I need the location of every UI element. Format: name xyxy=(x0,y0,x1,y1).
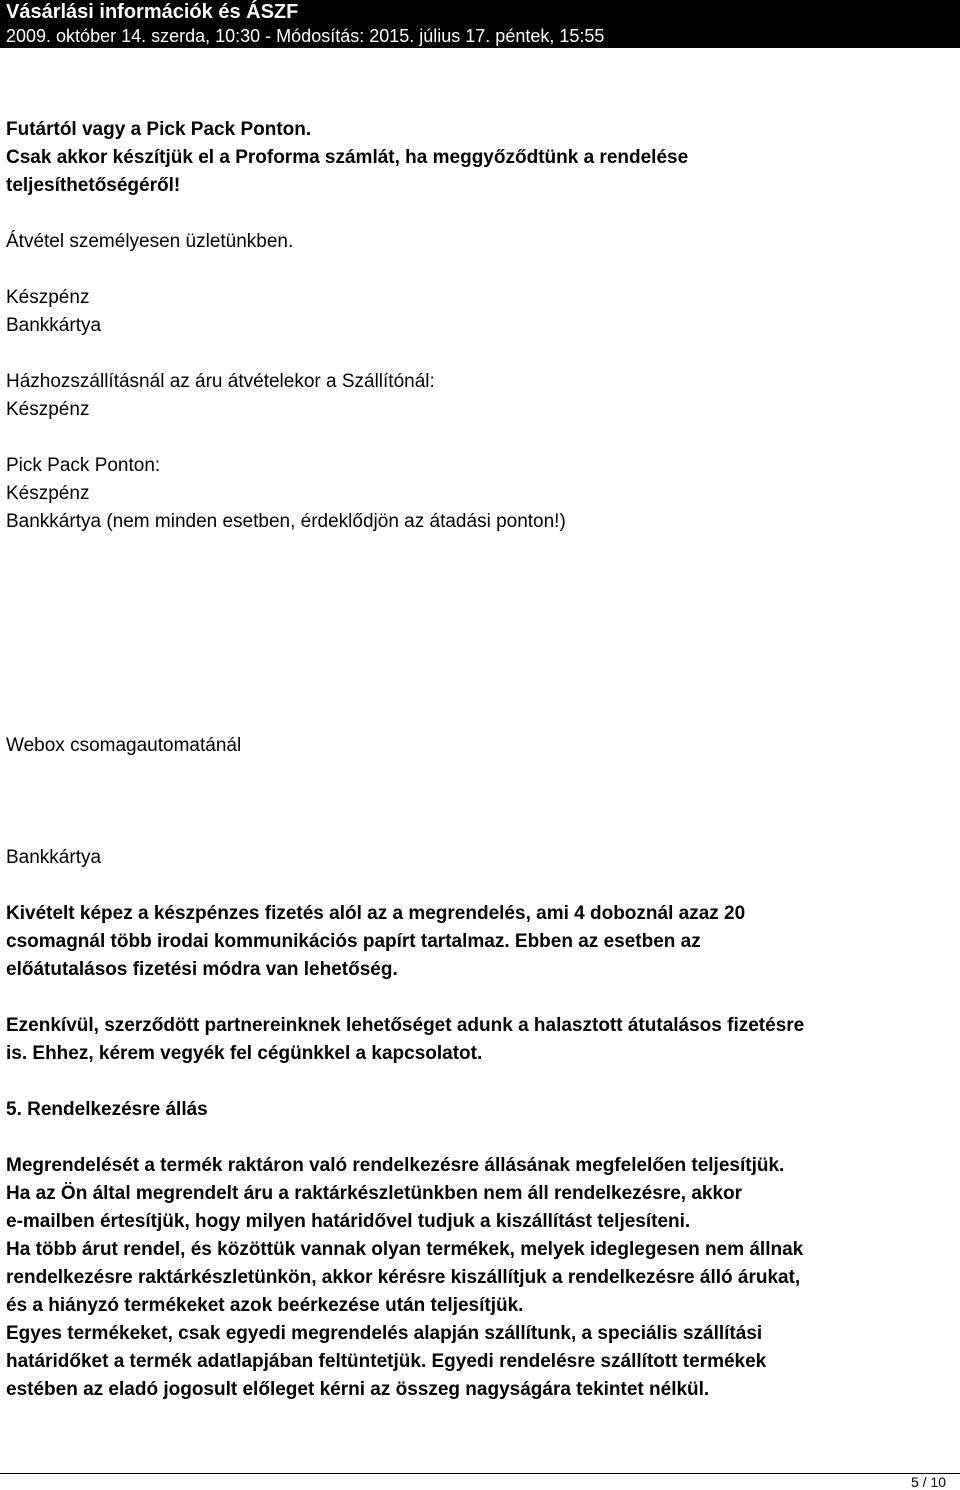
partner-text-line: is. Ehhez, kérem vegyék fel cégünkkel a kapcsolatot. xyxy=(6,1043,483,1064)
home-delivery-title: Házhozszállításnál az áru átvételekor a Szállítónál: xyxy=(6,371,435,392)
availability-text-line: és a hiányzó termékeket azok beérkezése után teljesítjük. xyxy=(6,1295,524,1316)
availability-text-line: Ha több árut rendel, és közöttük vannak olyan termékek, melyek ideglegesen nem állnak xyxy=(6,1239,804,1260)
document-title: Vásárlási információk és ÁSZF xyxy=(6,1,299,23)
exception-text-line: Kivételt képez a készpénzes fizetés alól az a megrendelés, ami 4 doboznál azaz 20 xyxy=(6,903,746,924)
availability-text-line: Megrendelését a termék raktáron való rendelkezésre állásának megfelelően teljesítjük. xyxy=(6,1155,785,1176)
availability-text-line: e-mailben értesítjük, hogy milyen határidővel tudjuk a kiszállítást teljesíteni. xyxy=(6,1211,691,1232)
availability-text-line: rendelkezésre raktárkészletünkön, akkor kérésre kiszállítjuk a rendelkezésre álló árukat, xyxy=(6,1267,801,1288)
exception-text-line: csomagnál több irodai kommunikációs papírt tartalmaz. Ebben az esetben az xyxy=(6,931,701,952)
section-heading: 5. Rendelkezésre állás xyxy=(6,1099,208,1120)
partner-text-line: Ezenkívül, szerződött partnereinknek lehetőséget adunk a halasztott átutalásos fizetésre xyxy=(6,1015,805,1036)
document-date-line: 2009. október 14. szerda, 10:30 - Módosítás: 2015. július 17. péntek, 15:55 xyxy=(6,26,605,46)
instore-title: Átvétel személyesen üzletünkben. xyxy=(6,231,294,252)
pickup-text-line: Csak akkor készítjük el a Proforma számlát, ha meggyőződtünk a rendelése xyxy=(6,147,689,168)
availability-text-line: határidőket a termék adatlapjában feltüntetjük. Egyedi rendelésre szállított termékek xyxy=(6,1351,767,1372)
availability-text-line: estében az eladó jogosult előleget kérni az összeg nagyságára tekintet nélkül. xyxy=(6,1379,710,1400)
pick-pack-title: Pick Pack Ponton: xyxy=(6,455,161,476)
page-number: 5 / 10 xyxy=(910,1474,946,1490)
pickup-text-line: teljesíthetőségéről! xyxy=(6,175,181,196)
webox-title: Webox csomagautomatánál xyxy=(6,735,242,756)
availability-text-line: Egyes termékeket, csak egyedi megrendelés alapján szállítunk, a speciális szállítási xyxy=(6,1323,763,1344)
pickup-text-line: Futártól vagy a Pick Pack Ponton. xyxy=(6,119,312,140)
availability-text-line: Ha az Ön által megrendelt áru a raktárkészletünkben nem áll rendelkezésre, akkor xyxy=(6,1183,743,1204)
webox-card: Bankkártya xyxy=(6,847,102,868)
pick-pack-card: Bankkártya (nem minden esetben, érdeklődjön az átadási ponton!) xyxy=(6,511,566,532)
instore-card: Bankkártya xyxy=(6,315,102,336)
footer-divider xyxy=(0,1473,960,1474)
instore-cash: Készpénz xyxy=(6,287,90,308)
home-delivery-cash: Készpénz xyxy=(6,399,90,420)
document-header xyxy=(0,0,960,48)
pick-pack-cash: Készpénz xyxy=(6,483,90,504)
exception-text-line: előátutalásos fizetési módra van lehetőség. xyxy=(6,959,398,980)
